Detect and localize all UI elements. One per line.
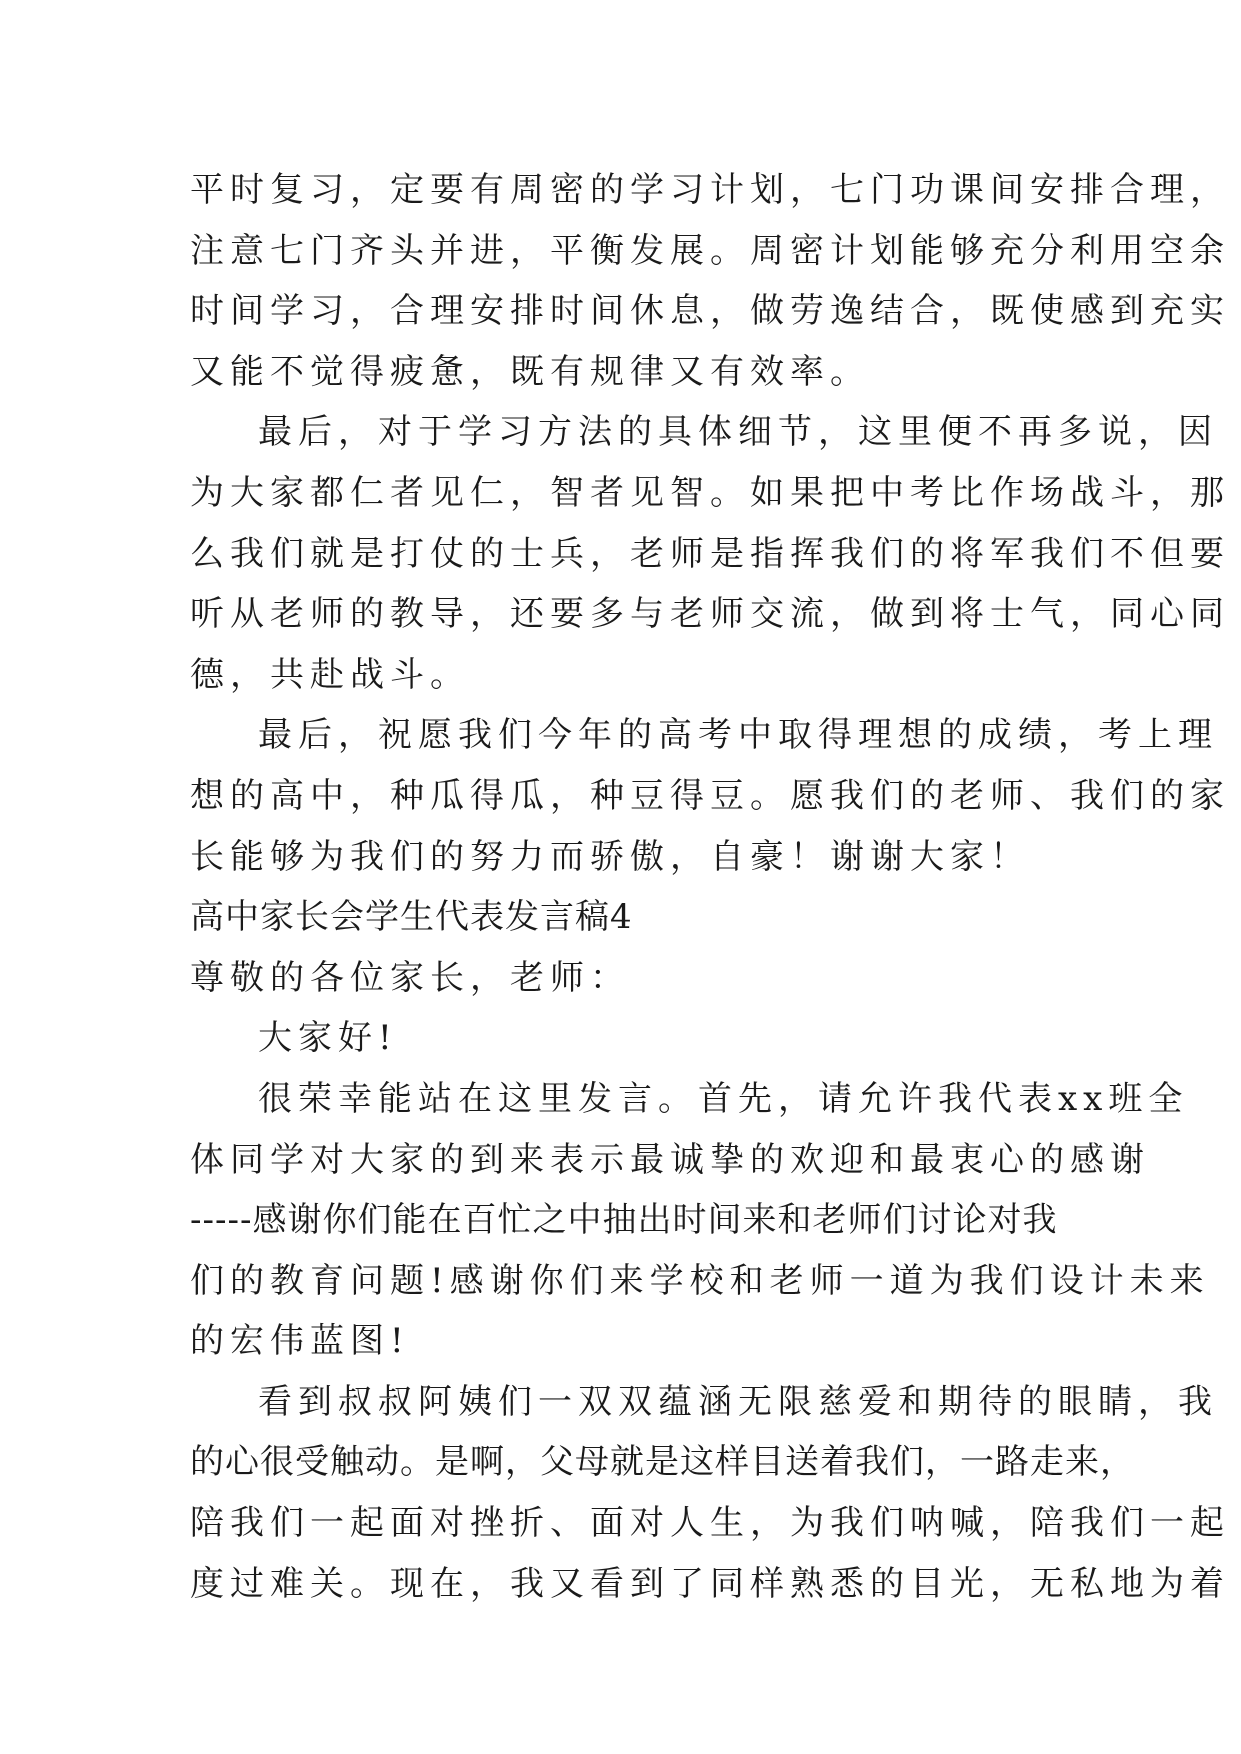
- document-body: [190, 160, 1230, 1614]
- text-line: 的宏伟蓝图!: [190, 1321, 410, 1362]
- text-line: 的心很受触动。是啊，父母就是这样目送着我们，一路走来，: [190, 1442, 1135, 1483]
- text-line: 体同学对大家的到来表示最诚挚的欢迎和最衷心的感谢: [190, 1139, 1150, 1180]
- text-line: 听从老师的教导，还要多与老师交流，做到将士气，同心同: [190, 594, 1230, 635]
- text-line: 最后，对于学习方法的具体细节，这里便不再多说，因: [258, 412, 1218, 453]
- text-line: 大家好!: [258, 1018, 398, 1059]
- text-line: 很荣幸能站在这里发言。首先，请允许我代表xx班全: [258, 1078, 1189, 1119]
- text-line: 时间学习，合理安排时间休息，做劳逸结合，既使感到充实: [190, 291, 1230, 332]
- text-line: 长能够为我们的努力而骄傲，自豪！谢谢大家！: [190, 836, 1030, 877]
- text-line: 高中家长会学生代表发言稿4: [190, 897, 633, 938]
- text-line: 又能不觉得疲惫，既有规律又有效率。: [190, 351, 870, 392]
- text-line: 看到叔叔阿姨们一双双蕴涵无限慈爱和期待的眼睛，我: [258, 1381, 1218, 1422]
- text-line: 为大家都仁者见仁，智者见智。如果把中考比作场战斗，那: [190, 472, 1230, 513]
- text-line: -----感谢你们能在百忙之中抽出时间来和老师们讨论对我: [190, 1200, 1058, 1241]
- text-line: 想的高中，种瓜得瓜，种豆得豆。愿我们的老师、我们的家: [190, 775, 1230, 816]
- text-line: 最后，祝愿我们今年的高考中取得理想的成绩，考上理: [258, 715, 1218, 756]
- text-line: 度过难关。现在，我又看到了同样熟悉的目光，无私地为着: [190, 1563, 1230, 1604]
- text-line: 尊敬的各位家长，老师：: [190, 957, 630, 998]
- text-line: 么我们就是打仗的士兵，老师是指挥我们的将军我们不但要: [190, 533, 1230, 574]
- text-line: 陪我们一起面对挫折、面对人生，为我们呐喊，陪我们一起: [190, 1503, 1230, 1544]
- text-line: 们的教育问题!感谢你们来学校和老师一道为我们设计未来: [190, 1260, 1210, 1301]
- text-line: 德，共赴战斗。: [190, 654, 470, 695]
- text-line: 注意七门齐头并进，平衡发展。周密计划能够充分利用空余: [190, 230, 1230, 271]
- text-line: 平时复习，定要有周密的学习计划，七门功课间安排合理，: [190, 170, 1230, 210]
